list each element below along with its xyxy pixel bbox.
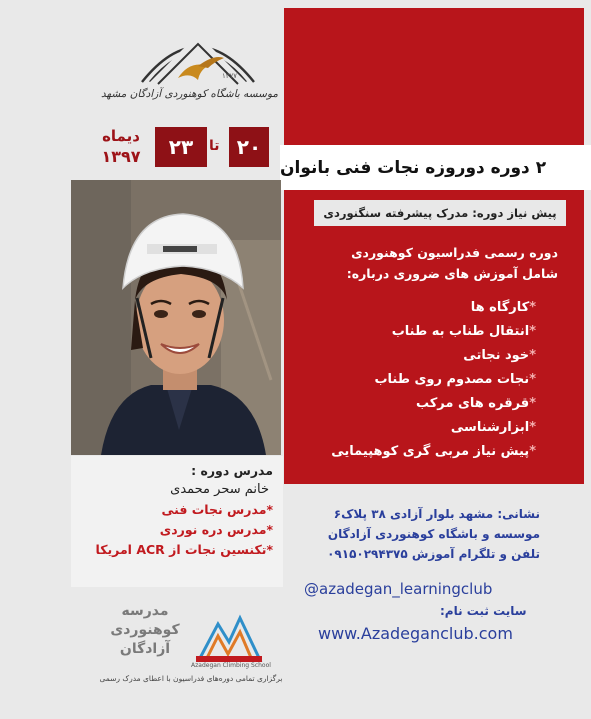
instructor-role: *مدرس دره نوردی xyxy=(159,522,273,537)
topic-list xyxy=(296,296,536,464)
date-end: ۲۳ xyxy=(155,127,207,167)
climbing-school-logo-icon xyxy=(194,604,264,664)
topic-item: *انتقال طناب به طناب xyxy=(391,324,536,339)
course-intro xyxy=(296,242,558,284)
topic-item: *خود نجاتی xyxy=(463,348,536,363)
date-to-word: تا xyxy=(209,138,220,154)
date-start: ۲۰ xyxy=(229,127,269,167)
school-name: مدرسه کوهنوردی آزادگان xyxy=(110,603,180,657)
topic-item: *نجات مصدوم روی طناب xyxy=(374,372,536,387)
course-prerequisite: پیش نیاز دوره: مدرک پیشرفته سنگنوردی xyxy=(314,200,566,226)
topic-item: *پیش نیاز مربی گری کوهپیمایی xyxy=(331,444,536,459)
instructor-role: *مدرس نجات فنی xyxy=(161,502,273,517)
topic-item: *قرقره های مرکب xyxy=(415,396,536,411)
org-logo-text: موسسه باشگاه کوهنوردی آزادگان مشهد xyxy=(101,88,278,100)
website-link[interactable]: www.Azadeganclub.com xyxy=(318,624,513,643)
instructor-photo xyxy=(71,180,281,455)
topic-item: *ابزارشناسی xyxy=(450,420,536,435)
contact-info xyxy=(300,504,540,564)
contact-address: نشانی: مشهد بلوار آزادی ۳۸ پلاک۶ xyxy=(333,507,540,521)
site-label: سایت ثبت نام: xyxy=(440,604,527,618)
contact-phone: تلفن و تلگرام آموزش ۰۹۱۵۰۲۹۴۳۷۵ xyxy=(327,547,540,561)
intro-line: شامل آموزش های ضروری درباره: xyxy=(346,266,558,281)
intro-line: دوره رسمی فدراسیون کوهنوردی xyxy=(351,245,558,260)
school-tagline: برگزاری تمامی دوره‌های فدراسیون با اعطای مدرک رسمی xyxy=(99,674,283,683)
date-year: ۱۳۹۷ xyxy=(101,147,141,166)
instructor-label: مدرس دوره : xyxy=(191,463,273,478)
mountain-logo-icon xyxy=(128,22,268,114)
instructor-name: خانم سحر محمدی xyxy=(170,482,269,497)
contact-institute: موسسه و باشگاه کوهنوردی آزادگان xyxy=(327,527,540,541)
instructor-info xyxy=(71,456,283,587)
logo-year-mark: ۱۳۷۷ xyxy=(222,72,238,80)
date-month: دیماه xyxy=(102,127,140,145)
course-title: ۲ دوره دوروزه نجات فنی بانوان xyxy=(280,145,591,190)
instagram-handle[interactable]: @azadegan_learningclub xyxy=(304,580,493,598)
school-name-en: Azadegan Climbing School xyxy=(191,662,271,669)
instructor-role: *تکنسین نجات از ACR امریکا xyxy=(95,542,273,557)
topic-item: *کارگاه ها xyxy=(470,300,536,315)
